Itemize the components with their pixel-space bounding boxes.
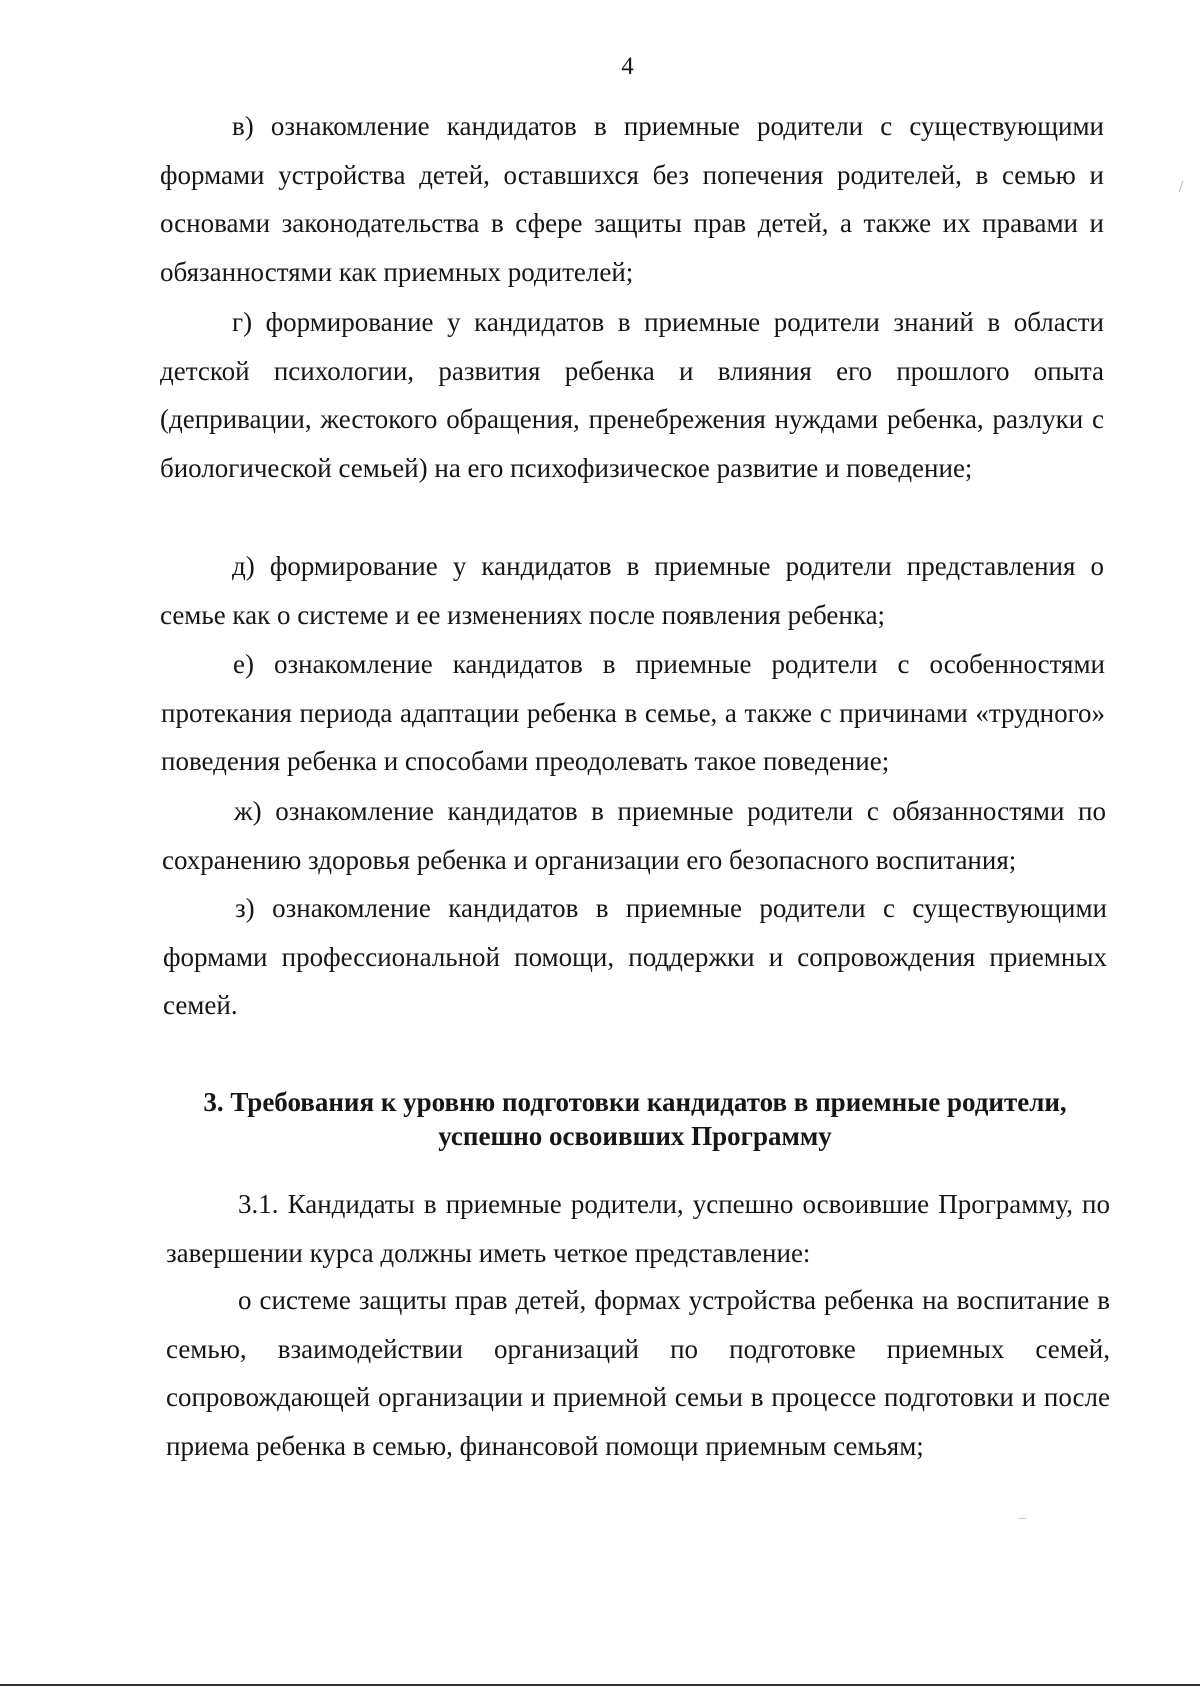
section-3-heading [150, 1085, 1120, 1153]
section-3-heading-line-2: успешно освоивших Программу [438, 1121, 832, 1151]
section-3-heading-line-1: 3. Требования к уровню подготовки кандидатов в приемные родители, [203, 1087, 1067, 1117]
paragraph-g: г) формирование у кандидатов в приемные родители знаний в области детской психологии, развития ребенка и влияния его прошлого опыта (депривации, жестокого обращения, пренебрежения нуждами ребенка, разлуки с биологической семьей) на его психофизическое развитие и поведение; [160, 307, 1104, 483]
paragraph-v: в) ознакомление кандидатов в приемные родители с существующими формами устройства детей, оставшихся без попечения родителей, в семью и основами законодательства в сфере защиты прав детей, а также их правами и обязанностями как приемных родителей; [160, 111, 1104, 287]
paragraph-z: з) ознакомление кандидатов в приемные родители с существующими формами профессиональной помощи, поддержки и сопровождения приемных семей. [163, 893, 1107, 1021]
paragraph-e: е) ознакомление кандидатов в приемные родители с особенностями протекания периода адаптации ребенка в семье, а также с причинами «трудного» поведения ребенка и способами преодолевать такое поведение; [161, 649, 1105, 777]
paragraph-zh: ж) ознакомление кандидатов в приемные родители с обязанностями по сохранению здоровья ребенка и организации его безопасного воспитания; [162, 796, 1106, 875]
page-bottom-edge [0, 1684, 1200, 1686]
paragraph-rights-system: о системе защиты прав детей, формах устройства ребенка на воспитание в семью, взаимодействии организаций по подготовке приемных семей, сопровождающей организации и приемной семьи в процессе подготовки и после приема ребенка в семью, финансовой помощи приемным семьям; [166, 1285, 1110, 1461]
page-number: 4 [621, 53, 634, 80]
scan-artifact [1018, 1518, 1026, 1519]
paragraph-3-1: 3.1. Кандидаты в приемные родители, успешно освоившие Программу, по завершении курса должны иметь четкое представление: [166, 1189, 1110, 1268]
paragraph-d: д) формирование у кандидатов в приемные родители представления о семье как о системе и ее изменениях после появления ребенка; [160, 551, 1104, 630]
scan-artifact [1178, 181, 1183, 193]
